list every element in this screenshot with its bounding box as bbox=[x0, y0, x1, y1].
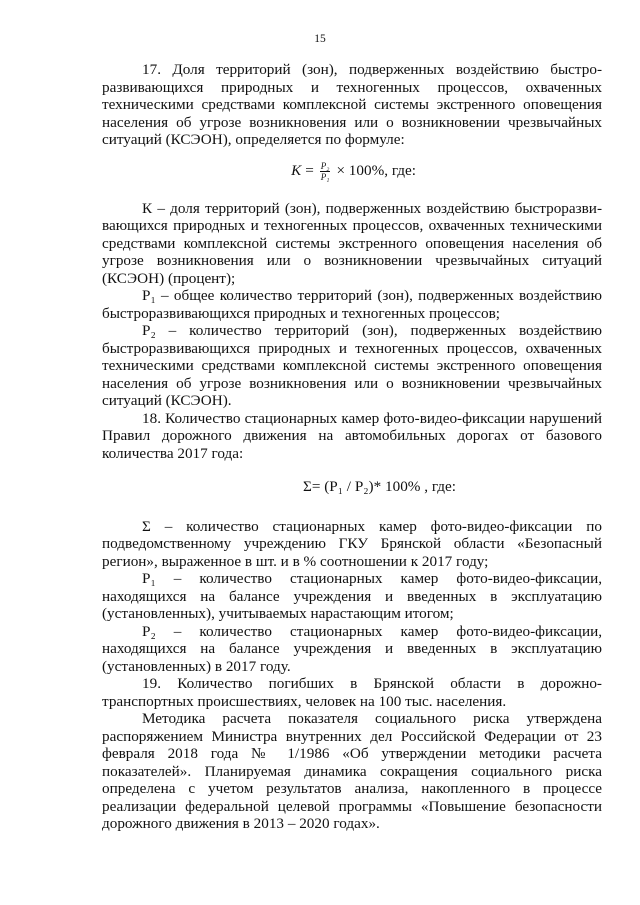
definition-p1-cameras: P₁ – количество стационарных камер фото-видео-фиксации, находящихся на балансе учреждения и введенных в эксплуатацию (установленных), учитываемых нарастающим итогом; bbox=[102, 570, 602, 622]
formula-k-lhs: K bbox=[291, 162, 302, 180]
paragraph-17: 17. Доля территорий (зон), подверженных воздействию быстроразвивающихся природных и техногенных процессов, охваченных техническими средствами комплексной системы экстренного оповещения населения об угрозе возникновения или о возникновении чрезвычайных ситуаций (КСЭОН), определяется по формуле: bbox=[102, 61, 602, 148]
definition-p2-cameras: P₂ – количество стационарных камер фото-видео-фиксации, находящихся на балансе учреждения и введенных в эксплуатацию (установленных) в 2017 году. bbox=[102, 622, 602, 675]
document-body bbox=[102, 61, 602, 833]
definition-p1: P₁ – общее количество территорий (зон), подверженных воздействию быстроразвивающихся природных и техногенных процессов; bbox=[102, 287, 602, 322]
page-number: 15 bbox=[314, 33, 326, 45]
paragraph-methodology: Методика расчета показателя социального риска утверждена распоряжением Министра внутренних дел Российской Федерации от 23 февраля 2018 года № 1/1986 «Об утверждении методики расчета показателей». Планируемая динамика сокращения социального риска определена с учетом результатов анализа, накопленного в процессе реализации федеральной целевой программы «Повышение безопасности дорожного движения в 2013 – 2020 годах». bbox=[102, 710, 602, 832]
formula-k-numerator: P₂ bbox=[320, 160, 330, 171]
formula-k bbox=[102, 161, 602, 182]
definition-k: К – доля территорий (зон), подверженных воздействию быстроразвивающихся природных и техногенных процессов, охваченных техническими средствами комплексной системы экстренного оповещения населения об угрозе возникновения или о возникновении чрезвычайных ситуаций (КСЭОН) (процент); bbox=[102, 199, 602, 287]
definition-p2: P₂ – количество территорий (зон), подверженных воздействию быстроразвивающихся природных и техногенных процессов, охваченных техническими средствами комплексной системы экстренного оповещения населения об угрозе возникновения или о возникновении чрезвычайных ситуаций (КСЭОН). bbox=[102, 322, 602, 409]
formula-sigma: Σ= (P₁ / P₂)* 100% , где: bbox=[303, 478, 456, 495]
formula-k-denominator: P₁ bbox=[320, 171, 330, 182]
formula-k-rest: × 100%, где: bbox=[336, 162, 416, 180]
definition-sigma: Σ – количество стационарных камер фото-видео-фиксации по подведомственному учреждению ГКУ Брянской области «Безопасный регион», выраженное в шт. и в % соотношении к 2017 году; bbox=[102, 517, 602, 570]
paragraph-18: 18. Количество стационарных камер фото-видео-фиксации нарушений Правил дорожного движения на автомобильных дорогах от базового количества 2017 года: bbox=[102, 409, 602, 462]
paragraph-19: 19. Количество погибших в Брянской области в дорожно-транспортных происшествиях, человек на 100 тыс. населения. bbox=[102, 675, 602, 710]
formula-k-fraction bbox=[320, 161, 331, 182]
formula-k-eq: = bbox=[305, 162, 314, 180]
